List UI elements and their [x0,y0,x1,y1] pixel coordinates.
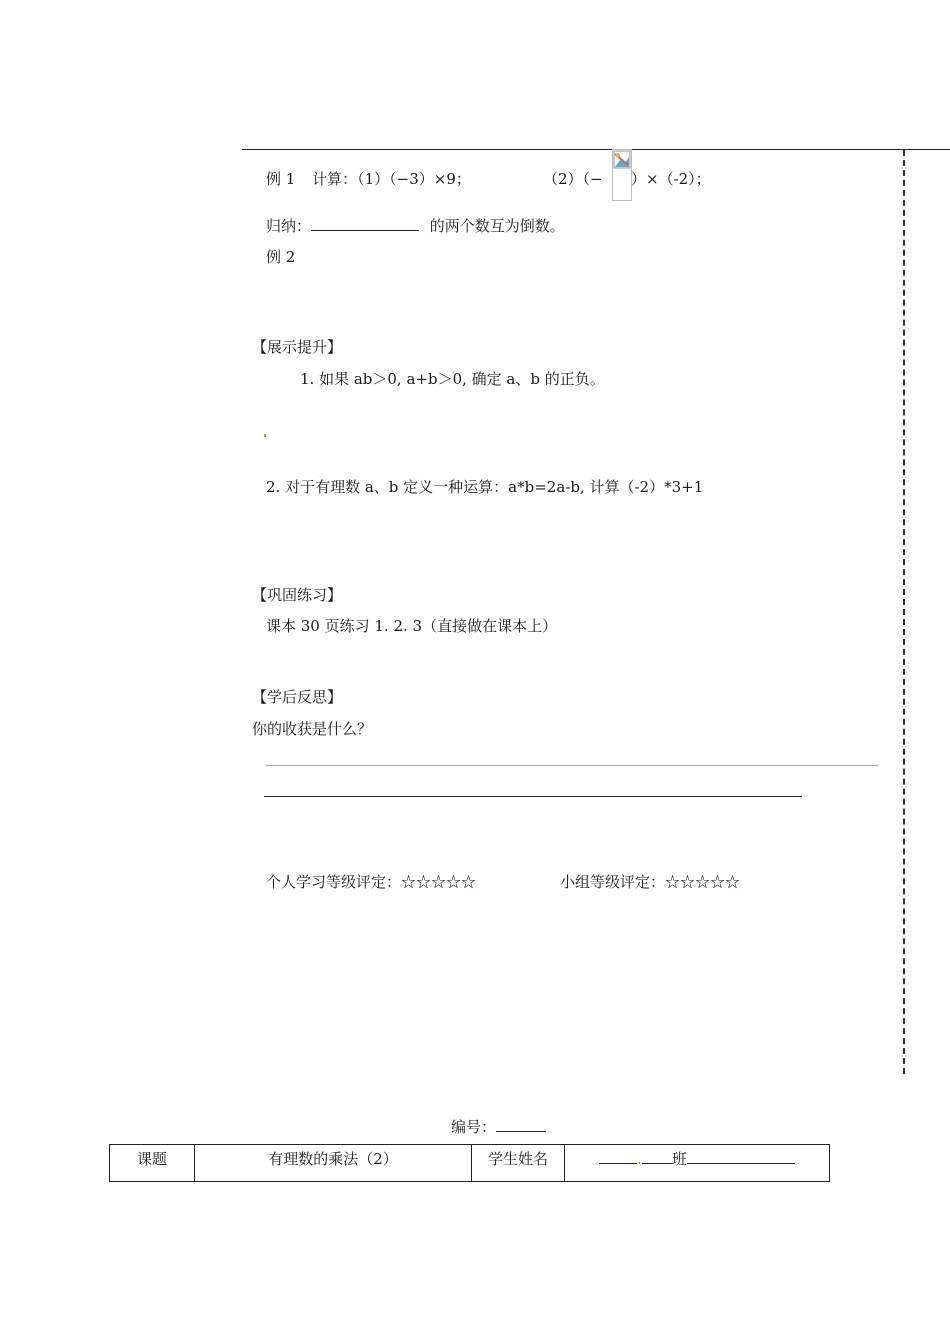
section-reflect-title: 【学后反思】 [252,688,343,706]
summary-blank[interactable] [311,216,419,231]
student-label: 学生姓名 [472,1145,565,1182]
number-blank[interactable] [496,1117,546,1132]
binding-margin-dashed-line [903,150,905,1074]
group-rating: 小组等级评定：☆☆☆☆☆ [560,873,741,891]
example1-label: 例 1 [266,170,296,188]
section-show-q1: 1. 如果 ab＞0, a+b＞0, 确定 a、b 的正负。 [300,370,605,388]
name-blank[interactable] [687,1149,795,1164]
example1-line [266,168,471,189]
top-divider [242,149,950,150]
section-reflect-question: 你的收获是什么？ [252,720,373,738]
answer-line-1[interactable] [266,765,878,766]
table-row [110,1145,830,1182]
example2-label: 例 2 [266,248,296,266]
class-blank[interactable] [642,1149,672,1164]
personal-rating: 个人学习等级评定：☆☆☆☆☆ [266,873,477,891]
number-label: 编号： [451,1118,497,1136]
stray-mark: . [637,1150,642,1168]
student-name-cell[interactable] [565,1145,830,1182]
example1-part2-open: （2）（− [543,170,603,188]
section-show-title: 【展示提升】 [252,338,343,356]
summary-line [266,215,565,236]
section-practice-text: 课本 30 页练习 1. 2. 3（直接做在课本上） [266,617,558,635]
info-table [109,1144,830,1182]
subject-value: 有理数的乘法（2） [195,1145,472,1182]
grade-blank[interactable] [599,1149,637,1164]
stray-mark [264,434,266,437]
class-label: 班 [671,1150,687,1168]
number-line [451,1116,546,1137]
broken-image-icon [612,149,632,201]
example1-task: 计算：（1）（−3）×9； [312,170,471,188]
section-practice-title: 【巩固练习】 [252,586,343,604]
answer-line-2[interactable] [264,796,802,797]
summary-label: 归纳： [266,217,312,235]
example1-part2-close: ）×（-2）； [631,170,711,188]
summary-text: 的两个数互为倒数。 [429,217,565,235]
section-show-q2: 2. 对于有理数 a、b 定义一种运算：a*b=2a-b, 计算（-2）*3+1 [266,478,704,496]
subject-label: 课题 [110,1145,195,1182]
